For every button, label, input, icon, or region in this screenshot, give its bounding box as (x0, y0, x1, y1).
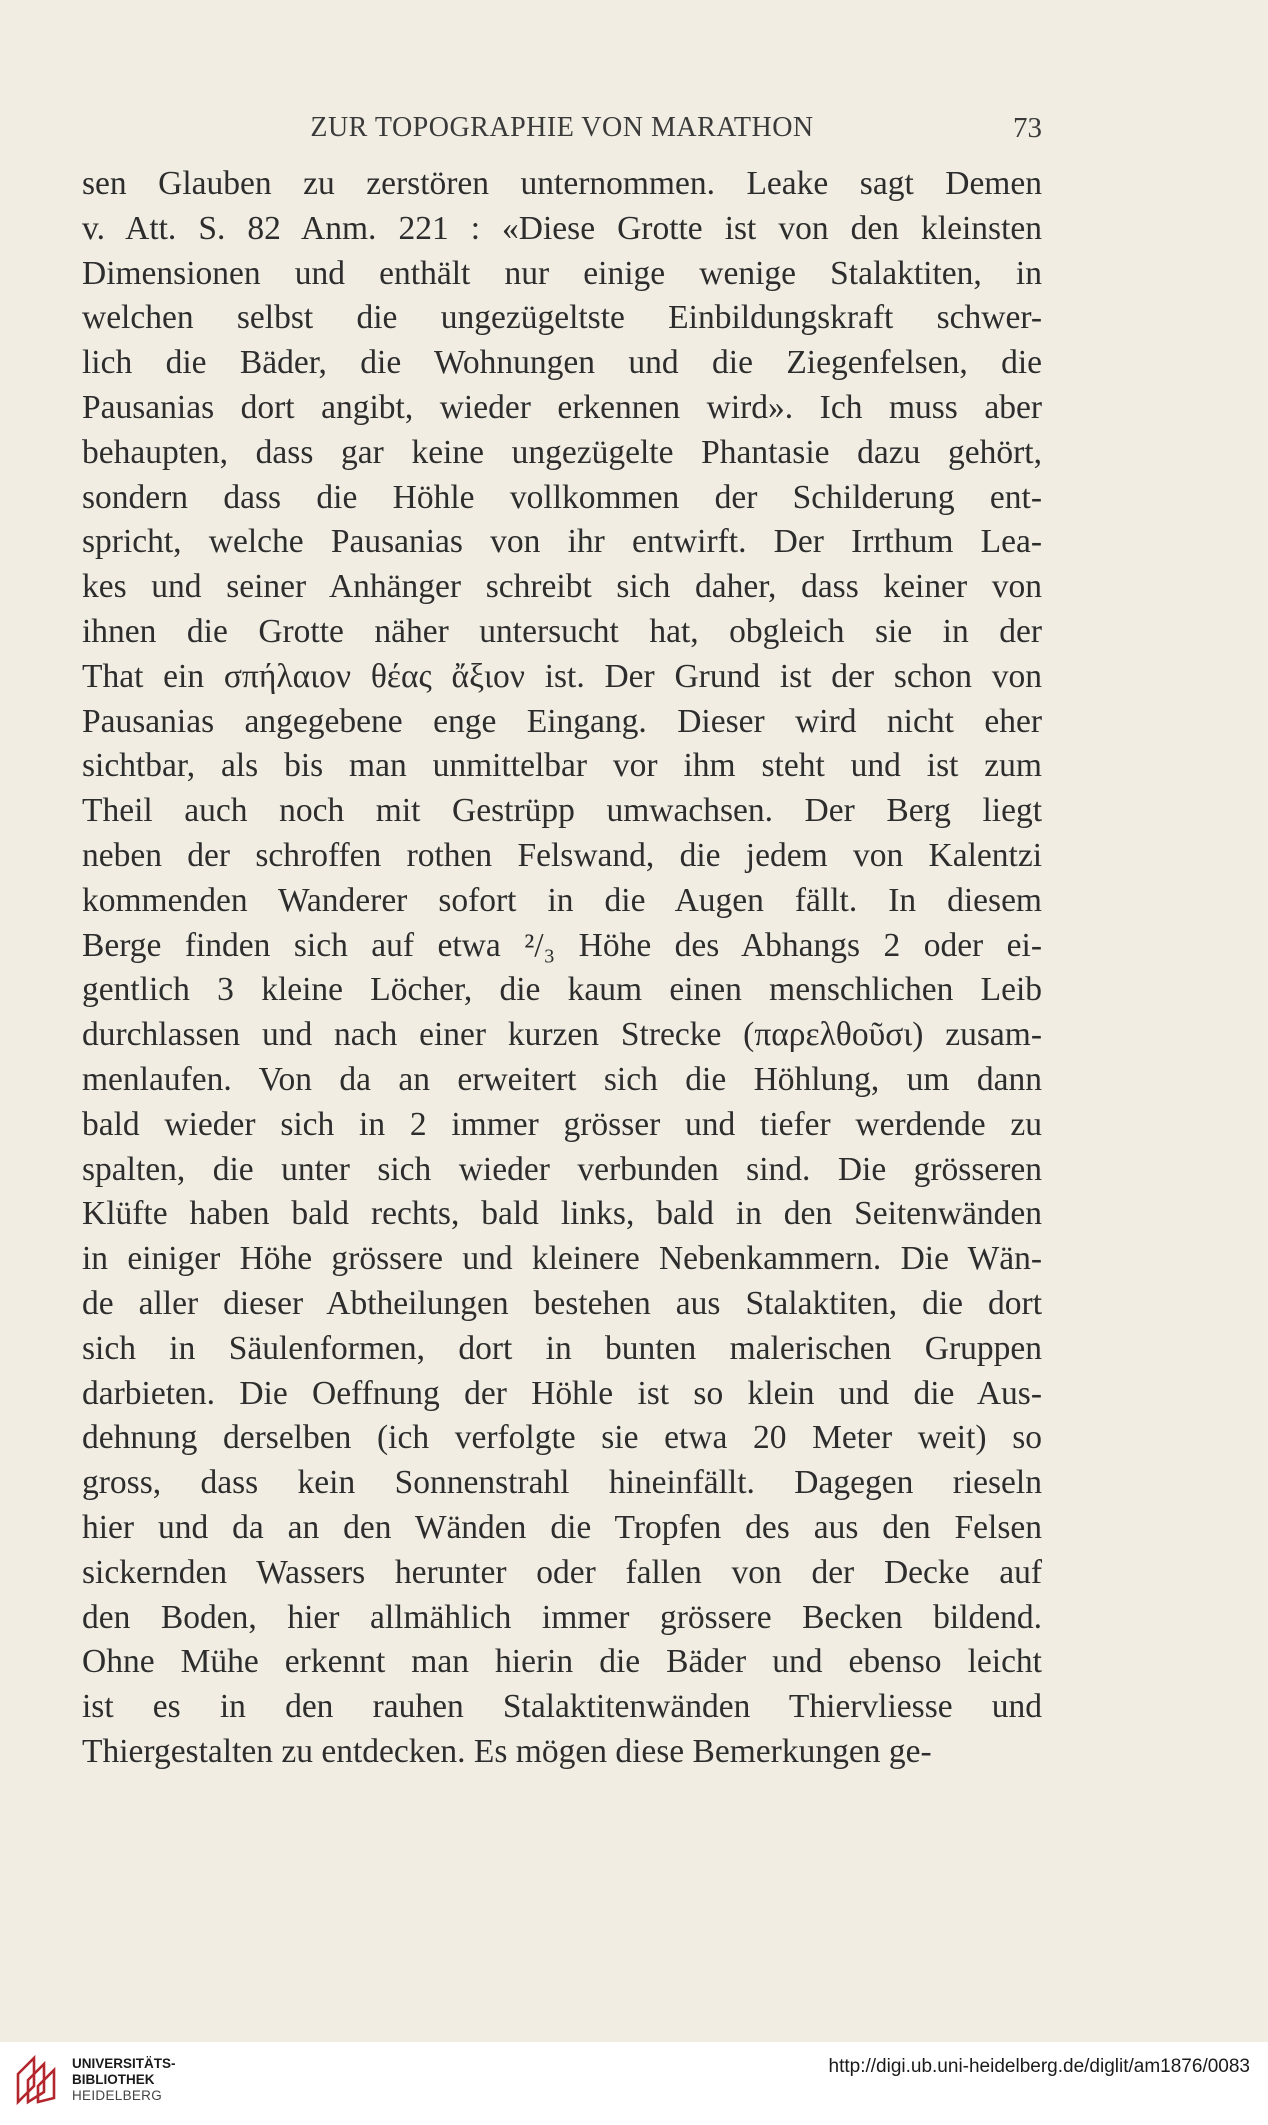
text-line: Berge finden sich auf etwa ²/₃ Höhe des Abhangs 2 oder ei- (82, 926, 1042, 964)
text-line: lich die Bäder, die Wohnungen und die Ziegenfelsen, die (82, 344, 1042, 382)
text-line: behaupten, dass gar keine ungezügelte Phantasie dazu gehört, (82, 433, 1042, 471)
text-line: kes und seiner Anhänger schreibt sich daher, dass keiner von (82, 568, 1042, 606)
library-logo-icon (14, 2054, 62, 2106)
text-line: gross, dass kein Sonnenstrahl hineinfällt. Dagegen rieseln (82, 1464, 1042, 1502)
text-line: ihnen die Grotte näher untersucht hat, obgleich sie in der (82, 612, 1042, 650)
text-line: den Boden, hier allmählich immer grössere Becken bildend. (82, 1598, 1042, 1636)
text-line: neben der schroffen rothen Felswand, die jedem von Kalentzi (82, 836, 1042, 874)
body-text (82, 162, 1042, 1775)
running-head (82, 112, 1042, 152)
library-name-line3: HEIDELBERG (72, 2088, 163, 2103)
library-name (72, 2056, 176, 2104)
text-line: menlaufen. Von da an erweitert sich die Höhlung, um dann (82, 1060, 1042, 1098)
text-line: darbieten. Die Oeffnung der Höhle ist so klein und die Aus- (82, 1374, 1042, 1412)
text-line: spricht, welche Pausanias von ihr entwirft. Der Irrthum Lea- (82, 523, 1042, 561)
text-line: gentlich 3 kleine Löcher, die kaum einen menschlichen Leib (82, 971, 1042, 1009)
text-line: Theil auch noch mit Gestrüpp umwachsen. Der Berg liegt (82, 792, 1042, 830)
text-line: v. Att. S. 82 Anm. 221 : «Diese Grotte ist von den kleinsten (82, 209, 1042, 247)
text-line: sich in Säulenformen, dort in bunten malerischen Gruppen (82, 1329, 1042, 1367)
library-name-line1: UNIVERSITÄTS- (72, 2056, 176, 2071)
text-line: Dimensionen und enthält nur einige wenige Stalaktiten, in (82, 254, 1042, 292)
text-line: dehnung derselben (ich verfolgte sie etwa 20 Meter weit) so (82, 1419, 1042, 1457)
text-line: de aller dieser Abtheilungen bestehen aus Stalaktiten, die dort (82, 1284, 1042, 1322)
page-number: 73 (1013, 112, 1042, 144)
source-url-link[interactable]: http://digi.ub.uni-heidelberg.de/diglit/am1876/0083 (828, 2056, 1250, 2077)
text-line: bald wieder sich in 2 immer grösser und tiefer werdende zu (82, 1105, 1042, 1143)
text-line: in einiger Höhe grössere und kleinere Nebenkammern. Die Wän- (82, 1240, 1042, 1278)
text-line: sichtbar, als bis man unmittelbar vor ihm steht und ist zum (82, 747, 1042, 785)
text-line: hier und da an den Wänden die Tropfen des aus den Felsen (82, 1508, 1042, 1546)
library-footer (0, 2042, 1268, 2125)
text-line: spalten, die unter sich wieder verbunden sind. Die grösseren (82, 1150, 1042, 1188)
text-line: kommenden Wanderer sofort in die Augen fällt. In diesem (82, 881, 1042, 919)
running-title: ZUR TOPOGRAPHIE VON MARATHON (310, 112, 814, 143)
text-line: Ohne Mühe erkennt man hierin die Bäder und ebenso leicht (82, 1643, 1042, 1681)
text-line: welchen selbst die ungezügeltste Einbildungskraft schwer- (82, 299, 1042, 337)
text-line: Pausanias angegebene enge Eingang. Dieser wird nicht eher (82, 702, 1042, 740)
text-line: Pausanias dort angibt, wieder erkennen wird». Ich muss aber (82, 388, 1042, 426)
text-line: sickernden Wassers herunter oder fallen von der Decke auf (82, 1553, 1042, 1591)
text-line: sen Glauben zu zerstören unternommen. Leake sagt Demen (82, 165, 1042, 202)
text-line: Thiergestalten zu entdecken. Es mögen diese Bemerkungen ge- (82, 1732, 932, 1770)
library-name-line2: BIBLIOTHEK (72, 2072, 155, 2087)
text-line: Klüfte haben bald rechts, bald links, bald in den Seitenwänden (82, 1195, 1042, 1233)
text-line: sondern dass die Höhle vollkommen der Schilderung ent- (82, 478, 1042, 516)
text-line: durchlassen und nach einer kurzen Strecke (παρελθοῦσι) zusam- (82, 1016, 1042, 1054)
text-line: That ein σπήλαιον θέας ἄξιον ist. Der Grund ist der schon von (82, 657, 1042, 695)
text-line: ist es in den rauhen Stalaktitenwänden Thiervliesse und (82, 1688, 1042, 1726)
